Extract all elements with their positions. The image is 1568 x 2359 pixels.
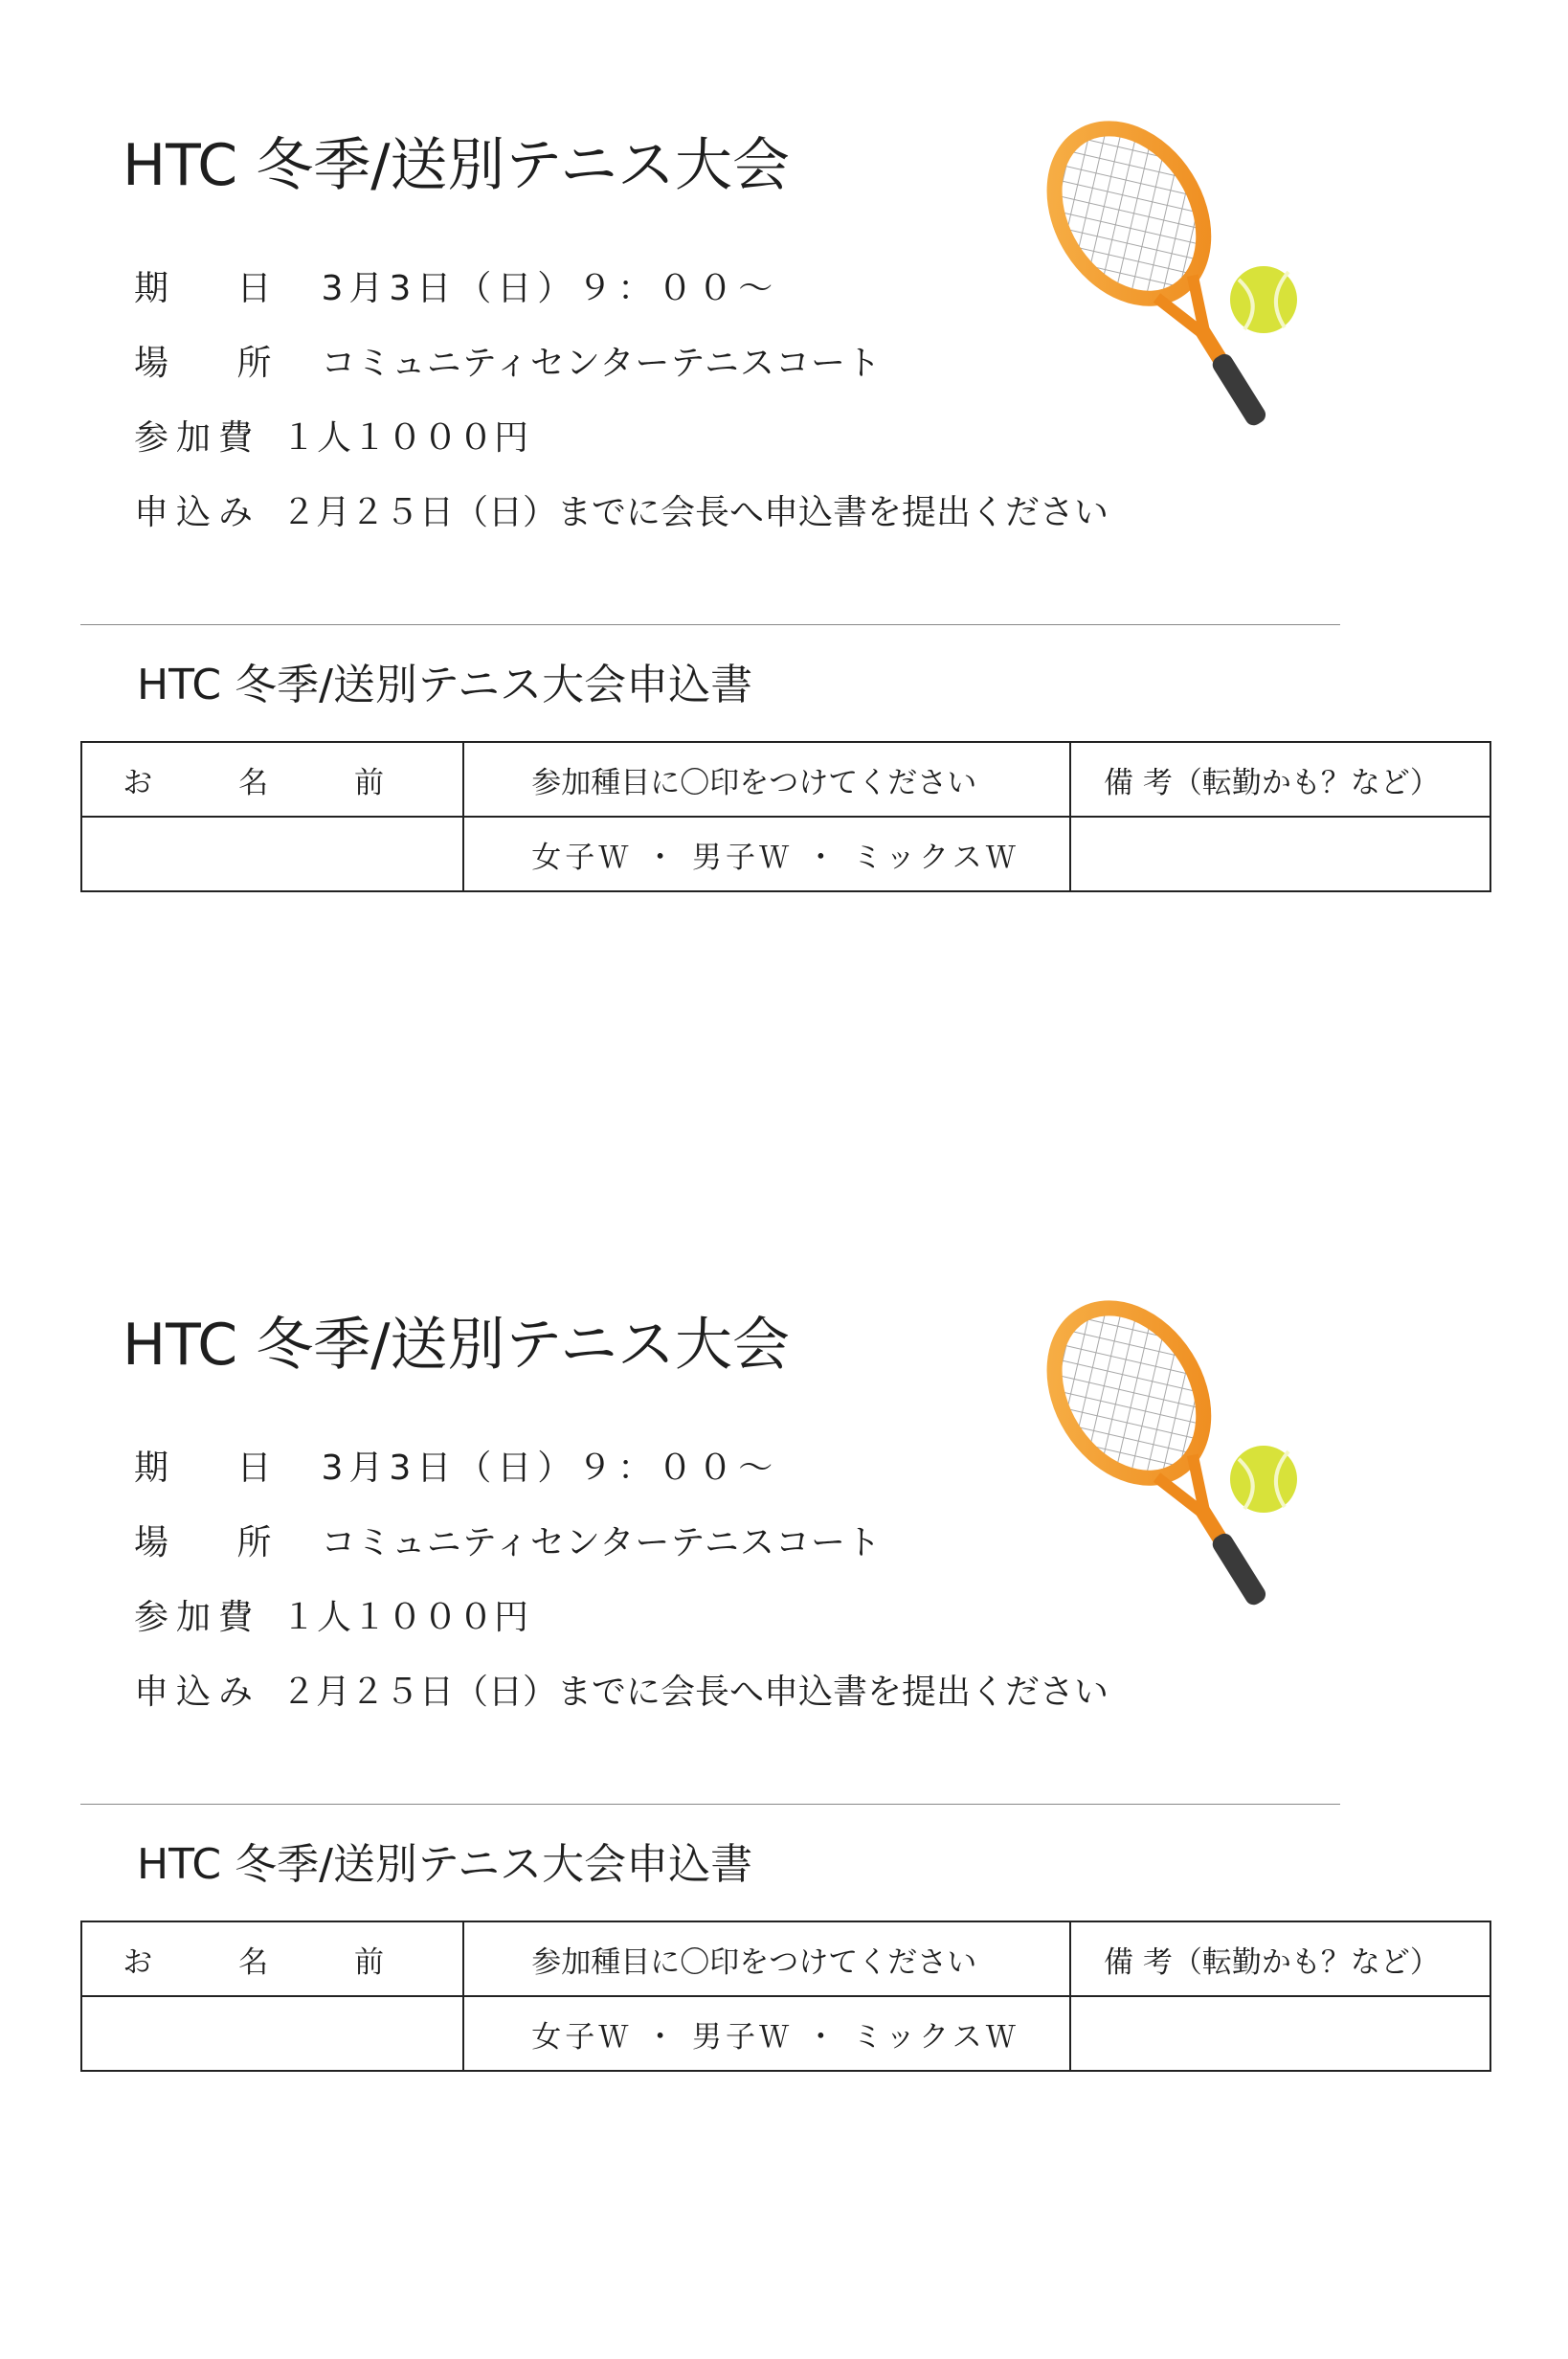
header-name: お 名 前 bbox=[81, 742, 463, 817]
name-field[interactable] bbox=[81, 817, 463, 891]
info-label: 申込み bbox=[134, 493, 261, 532]
info-label: 期 日 bbox=[134, 1449, 301, 1488]
info-value: ２月２５日（日）までに会長へ申込書を提出ください bbox=[281, 493, 1109, 532]
header-event: 参加種目に〇印をつけてください bbox=[463, 742, 1070, 817]
info-label: 場 所 bbox=[134, 1523, 301, 1562]
info-date bbox=[134, 1448, 778, 1490]
info-place bbox=[134, 343, 882, 385]
table-row bbox=[81, 1996, 1490, 2071]
info-place bbox=[134, 1522, 882, 1564]
info-value: １人１０００円 bbox=[281, 1598, 530, 1637]
cut-line bbox=[80, 624, 1340, 625]
info-date bbox=[134, 268, 778, 310]
info-apply bbox=[134, 1672, 1109, 1714]
event-title: HTC 冬季/送別テニス大会 bbox=[123, 132, 791, 199]
info-label: 申込み bbox=[134, 1673, 261, 1712]
info-label: 参加費 bbox=[134, 1598, 261, 1637]
flyer-section-2 bbox=[0, 1180, 1568, 2359]
info-apply bbox=[134, 492, 1109, 534]
info-label: 参加費 bbox=[134, 418, 261, 458]
info-fee bbox=[134, 1597, 529, 1639]
remarks-field[interactable] bbox=[1070, 1996, 1490, 2071]
info-label: 場 所 bbox=[134, 344, 301, 383]
form-title: HTC 冬季/送別テニス大会申込書 bbox=[137, 1840, 753, 1889]
info-value: 3月3日（日）９：００～ bbox=[321, 269, 779, 308]
info-value: コミュニティセンターテニスコート bbox=[321, 1523, 882, 1562]
header-name: お 名 前 bbox=[81, 1921, 463, 1996]
tennis-racket-icon bbox=[1024, 1294, 1331, 1629]
info-value: ２月２５日（日）までに会長へ申込書を提出ください bbox=[281, 1673, 1109, 1712]
header-event: 参加種目に〇印をつけてください bbox=[463, 1921, 1070, 1996]
application-table bbox=[80, 1921, 1491, 2072]
info-value: １人１０００円 bbox=[281, 418, 530, 458]
info-value: 3月3日（日）９：００～ bbox=[321, 1449, 779, 1488]
table-header-row bbox=[81, 1921, 1490, 1996]
header-remarks: 備 考（転勤かも？など） bbox=[1070, 1921, 1490, 1996]
info-value: コミュニティセンターテニスコート bbox=[321, 344, 882, 383]
table-header-row bbox=[81, 742, 1490, 817]
application-table bbox=[80, 741, 1491, 892]
name-field[interactable] bbox=[81, 1996, 463, 2071]
tennis-racket-icon bbox=[1024, 115, 1331, 450]
event-title: HTC 冬季/送別テニス大会 bbox=[123, 1312, 791, 1379]
form-title: HTC 冬季/送別テニス大会申込書 bbox=[137, 661, 753, 709]
info-label: 期 日 bbox=[134, 269, 301, 308]
cut-line bbox=[80, 1804, 1340, 1805]
header-remarks: 備 考（転勤かも？など） bbox=[1070, 742, 1490, 817]
event-choices[interactable]: 女子Ｗ ・ 男子Ｗ ・ ミックスＷ bbox=[463, 1996, 1070, 2071]
remarks-field[interactable] bbox=[1070, 817, 1490, 891]
event-choices[interactable]: 女子Ｗ ・ 男子Ｗ ・ ミックスＷ bbox=[463, 817, 1070, 891]
table-row bbox=[81, 817, 1490, 891]
info-fee bbox=[134, 417, 529, 460]
